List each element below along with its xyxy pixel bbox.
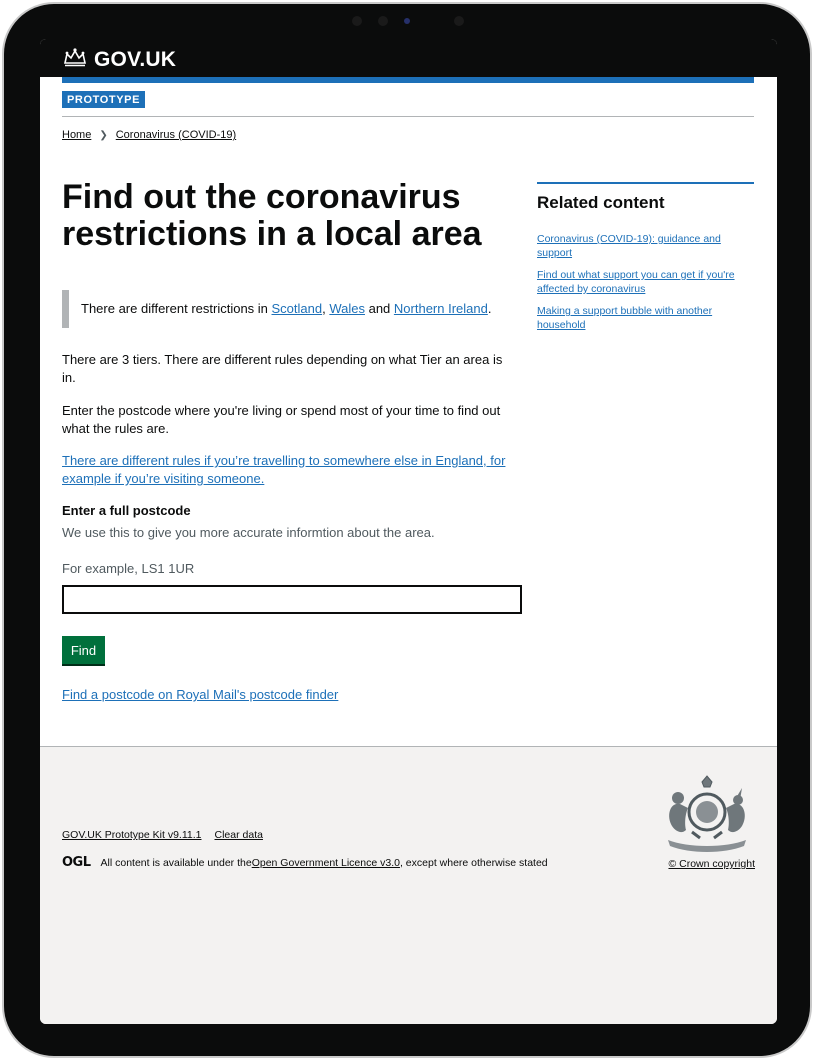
sensor-dot <box>352 16 362 26</box>
sensor-dot <box>454 16 464 26</box>
crown-icon <box>62 47 88 72</box>
related-links <box>537 232 754 332</box>
breadcrumb <box>62 129 236 141</box>
phase-tag: PROTOTYPE <box>62 91 145 108</box>
crown-copyright-link[interactable]: © Crown copyright <box>668 858 755 870</box>
ogl-licence-link[interactable]: Open Government Licence v3.0 <box>251 856 400 869</box>
postcode-example-hint: For example, LS1 1UR <box>62 561 195 576</box>
postcode-input[interactable] <box>62 585 522 614</box>
related-heading: Related content <box>537 193 665 212</box>
tiers-paragraph: There are 3 tiers. There are different rules depending on what Tier an area is in. <box>62 352 503 385</box>
inset-paragraph <box>81 301 491 316</box>
govuk-logo-link[interactable] <box>62 47 176 72</box>
royal-coat-of-arms-icon <box>660 774 755 856</box>
sensor-dot <box>378 16 388 26</box>
prototype-kit-link[interactable]: GOV.UK Prototype Kit v9.11.1 <box>62 829 202 841</box>
travel-rules-link[interactable]: There are different rules if you’re travelling to somewhere else in England, for example if you’re visiting someone. <box>62 453 506 486</box>
licence-prefix: All content is available under the <box>100 856 252 869</box>
govuk-logo-text: GOV.UK <box>94 47 177 71</box>
list-item <box>537 268 754 296</box>
camera-lens <box>404 18 410 24</box>
phase-banner-divider <box>62 116 754 117</box>
clear-data-link[interactable]: Clear data <box>214 829 263 841</box>
northern-ireland-link[interactable]: Northern Ireland <box>393 301 488 316</box>
chevron-right-icon: ❯ <box>99 129 108 141</box>
wales-link[interactable]: Wales <box>329 301 365 316</box>
govuk-footer <box>40 746 777 1024</box>
tablet-frame <box>4 4 810 1056</box>
royal-mail-postcode-link[interactable]: Find a postcode on Royal Mail's postcode finder <box>62 687 339 702</box>
list-item <box>537 232 754 260</box>
inset-separator: and <box>364 301 394 316</box>
postcode-label: Enter a full postcode <box>62 503 191 518</box>
ogl-logo-icon: OGL <box>62 855 91 870</box>
scotland-link[interactable]: Scotland <box>271 301 323 316</box>
list-item <box>537 304 754 332</box>
postcode-instructions: Enter the postcode where you're living or spend most of your time to find out what the rules are. <box>62 403 501 436</box>
header-blue-bar <box>62 77 754 83</box>
breadcrumb-coronavirus[interactable]: Coronavirus (COVID-19) <box>115 129 237 141</box>
govuk-header <box>40 39 777 77</box>
related-link-guidance[interactable]: Coronavirus (COVID-19): guidance and support <box>537 233 721 259</box>
page-title: Find out the coronavirus restrictions in a local area <box>62 178 482 253</box>
related-content <box>537 182 754 340</box>
inset-suffix: . <box>487 301 492 316</box>
footer-meta-links <box>62 829 263 841</box>
browser-viewport <box>40 39 777 1024</box>
postcode-hint: We use this to give you more accurate informtion about the area. <box>62 525 435 540</box>
inset-prefix: There are different restrictions in <box>81 301 272 316</box>
inset-separator: , <box>322 301 330 316</box>
inset-text <box>62 290 509 328</box>
related-link-support[interactable]: Find out what support you can get if you're affected by coronavirus <box>537 269 735 295</box>
breadcrumb-home[interactable]: Home <box>62 129 92 141</box>
related-link-support-bubble[interactable]: Making a support bubble with another household <box>537 305 713 331</box>
licence-suffix: , except where otherwise stated <box>399 856 548 869</box>
footer-licence <box>62 855 548 870</box>
find-button[interactable]: Find <box>62 636 105 664</box>
